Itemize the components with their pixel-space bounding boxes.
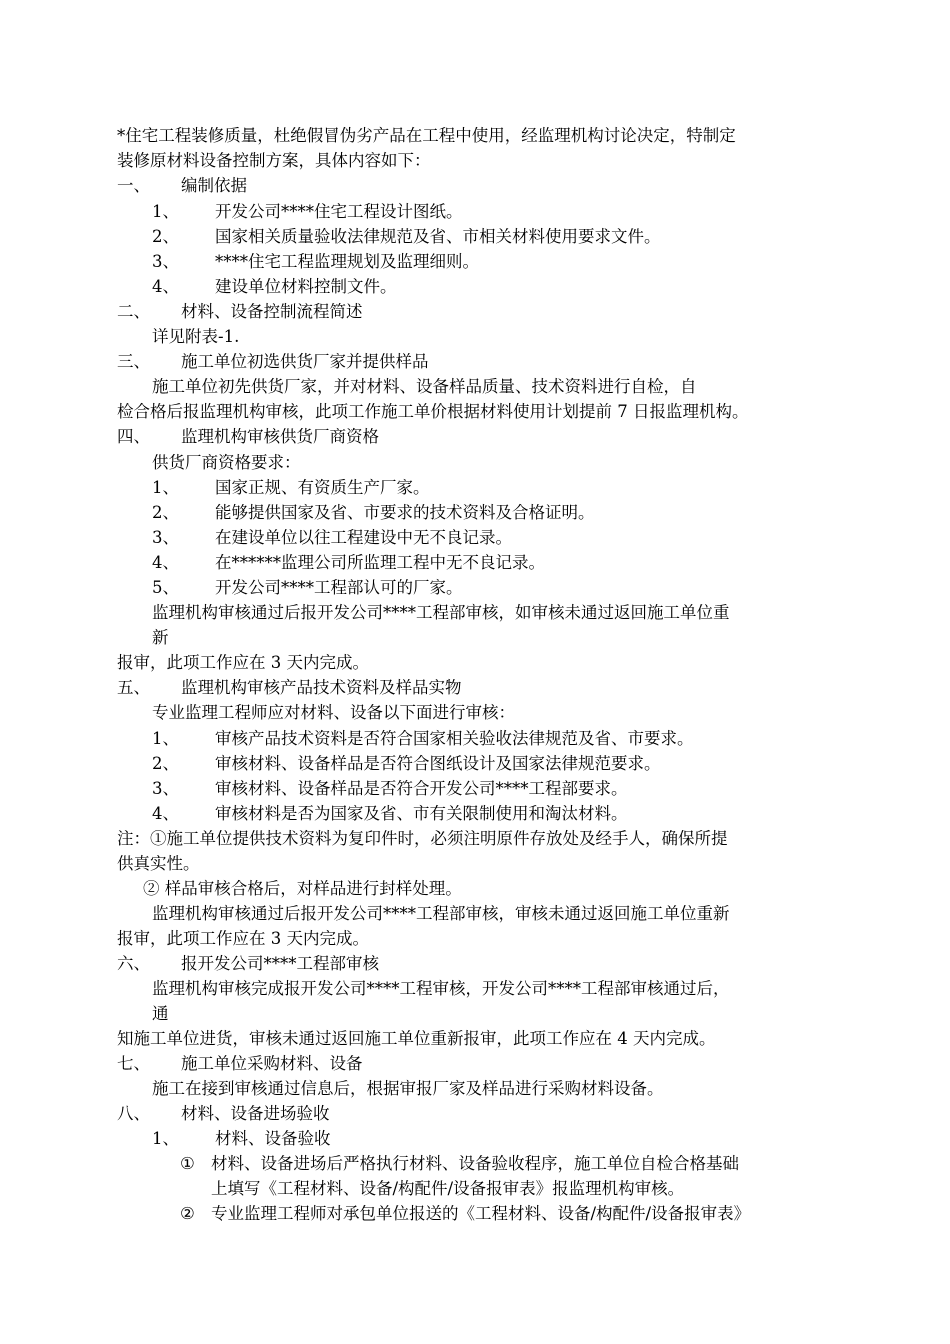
s8-clause-2-line-1: 专业监理工程师对承包单位报送的《工程材料、设备/构配件/设备报审表》 xyxy=(211,1204,751,1223)
section-2-number: 二、 xyxy=(117,302,150,321)
section-4-paragraph-1: 监理机构审核通过后报开发公司****工程部审核，如审核未通过返回施工单位重 xyxy=(152,603,730,622)
s4-item-1-text: 国家正规、有资质生产厂家。 xyxy=(215,478,430,497)
section-4-paragraph-3: 报审，此项工作应在 3 天内完成。 xyxy=(117,653,369,672)
section-1-number: 一、 xyxy=(117,176,150,195)
s5-item-3-text: 审核材料、设备样品是否符合开发公司****工程部要求。 xyxy=(215,779,628,798)
s4-item-1-number: 1、 xyxy=(152,478,179,497)
s4-item-3-text: 在建设单位以往工程建设中无不良记录。 xyxy=(215,528,512,547)
s4-item-4-text: 在******监理公司所监理工程中无不良记录。 xyxy=(215,553,545,572)
s1-item-4-number: 4、 xyxy=(152,277,179,296)
s1-item-3-number: 3、 xyxy=(152,252,179,271)
s1-item-1-number: 1、 xyxy=(152,202,179,221)
section-5-note-2: 供真实性。 xyxy=(117,854,200,873)
s4-item-4-number: 4、 xyxy=(152,553,179,572)
section-5-paragraph-2: 报审，此项工作应在 3 天内完成。 xyxy=(117,929,369,948)
s5-item-3-number: 3、 xyxy=(152,779,179,798)
section-8-title: 材料、设备进场验收 xyxy=(181,1104,330,1123)
s1-item-2-number: 2、 xyxy=(152,227,179,246)
s5-item-2-text: 审核材料、设备样品是否符合图纸设计及国家法律规范要求。 xyxy=(215,754,661,773)
s4-item-2-text: 能够提供国家及省、市要求的技术资料及合格证明。 xyxy=(215,503,595,522)
section-8-number: 八、 xyxy=(117,1104,150,1123)
section-2-title: 材料、设备控制流程简述 xyxy=(181,302,363,321)
s5-item-1-number: 1、 xyxy=(152,729,179,748)
section-3-paragraph-2: 检合格后报监理机构审核，此项工作施工单价根据材料使用计划提前 7 日报监理机构。 xyxy=(117,402,749,421)
s5-item-2-number: 2、 xyxy=(152,754,179,773)
section-5-paragraph-1: 监理机构审核通过后报开发公司****工程部审核，审核未通过返回施工单位重新 xyxy=(152,904,730,923)
intro-line-1: *住宅工程装修质量，杜绝假冒伪劣产品在工程中使用，经监理机构讨论决定，特制定 xyxy=(117,126,736,145)
section-5-number: 五、 xyxy=(117,678,150,697)
section-3-title: 施工单位初选供货厂家并提供样品 xyxy=(181,352,429,371)
s1-item-2-text: 国家相关质量验收法律规范及省、市相关材料使用要求文件。 xyxy=(215,227,661,246)
section-7-paragraph: 施工在接到审核通过信息后，根据审报厂家及样品进行采购材料设备。 xyxy=(152,1079,664,1098)
section-5-intro: 专业监理工程师应对材料、设备以下面进行审核： xyxy=(152,703,515,722)
section-4-intro: 供货厂商资格要求： xyxy=(152,453,301,472)
section-3-number: 三、 xyxy=(117,352,150,371)
section-6-title: 报开发公司****工程部审核 xyxy=(181,954,379,973)
s5-item-1-text: 审核产品技术资料是否符合国家相关验收法律规范及省、市要求。 xyxy=(215,729,694,748)
s4-item-2-number: 2、 xyxy=(152,503,179,522)
s1-item-3-text: ****住宅工程监理规划及监理细则。 xyxy=(215,252,479,271)
s8-sub-number: 1、 xyxy=(152,1129,179,1148)
s1-item-4-text: 建设单位材料控制文件。 xyxy=(215,277,397,296)
s4-item-5-text: 开发公司****工程部认可的厂家。 xyxy=(215,578,463,597)
section-5-title: 监理机构审核产品技术资料及样品实物 xyxy=(181,678,462,697)
section-7-title: 施工单位采购材料、设备 xyxy=(181,1054,363,1073)
section-6-paragraph-3: 知施工单位进货，审核未通过返回施工单位重新报审，此项工作应在 4 天内完成。 xyxy=(117,1029,716,1048)
section-2-paragraph: 详见附表-1. xyxy=(152,327,240,346)
s5-item-4-text: 审核材料是否为国家及省、市有关限制使用和淘汰材料。 xyxy=(215,804,628,823)
s8-clause-2-mark: ② xyxy=(180,1204,195,1223)
intro-line-2: 装修原材料设备控制方案，具体内容如下： xyxy=(117,151,431,170)
s8-clause-1-line-2: 上填写《工程材料、设备/构配件/设备报审表》报监理机构审核。 xyxy=(211,1179,685,1198)
section-1-title: 编制依据 xyxy=(181,176,247,195)
s8-sub-title: 材料、设备验收 xyxy=(215,1129,331,1148)
section-4-number: 四、 xyxy=(117,427,150,446)
section-6-number: 六、 xyxy=(117,954,150,973)
s4-item-3-number: 3、 xyxy=(152,528,179,547)
s5-item-4-number: 4、 xyxy=(152,804,179,823)
section-3-paragraph-1: 施工单位初先供货厂家，并对材料、设备样品质量、技术资料进行自检，自 xyxy=(152,377,697,396)
section-5-note-1: 注：①施工单位提供技术资料为复印件时，必须注明原件存放处及经手人，确保所提 xyxy=(117,829,728,848)
s8-clause-1-mark: ① xyxy=(180,1154,195,1173)
section-7-number: 七、 xyxy=(117,1054,150,1073)
section-4-paragraph-2: 新 xyxy=(152,628,169,647)
s8-clause-1-line-1: 材料、设备进场后严格执行材料、设备验收程序，施工单位自检合格基础 xyxy=(211,1154,739,1173)
s1-item-1-text: 开发公司****住宅工程设计图纸。 xyxy=(215,202,463,221)
section-6-paragraph-2: 通 xyxy=(152,1004,169,1023)
section-6-paragraph-1: 监理机构审核完成报开发公司****工程审核，开发公司****工程部审核通过后， xyxy=(152,979,730,998)
s4-item-5-number: 5、 xyxy=(152,578,179,597)
section-4-title: 监理机构审核供货厂商资格 xyxy=(181,427,379,446)
section-5-note-3: ② 样品审核合格后，对样品进行封样处理。 xyxy=(143,879,462,898)
